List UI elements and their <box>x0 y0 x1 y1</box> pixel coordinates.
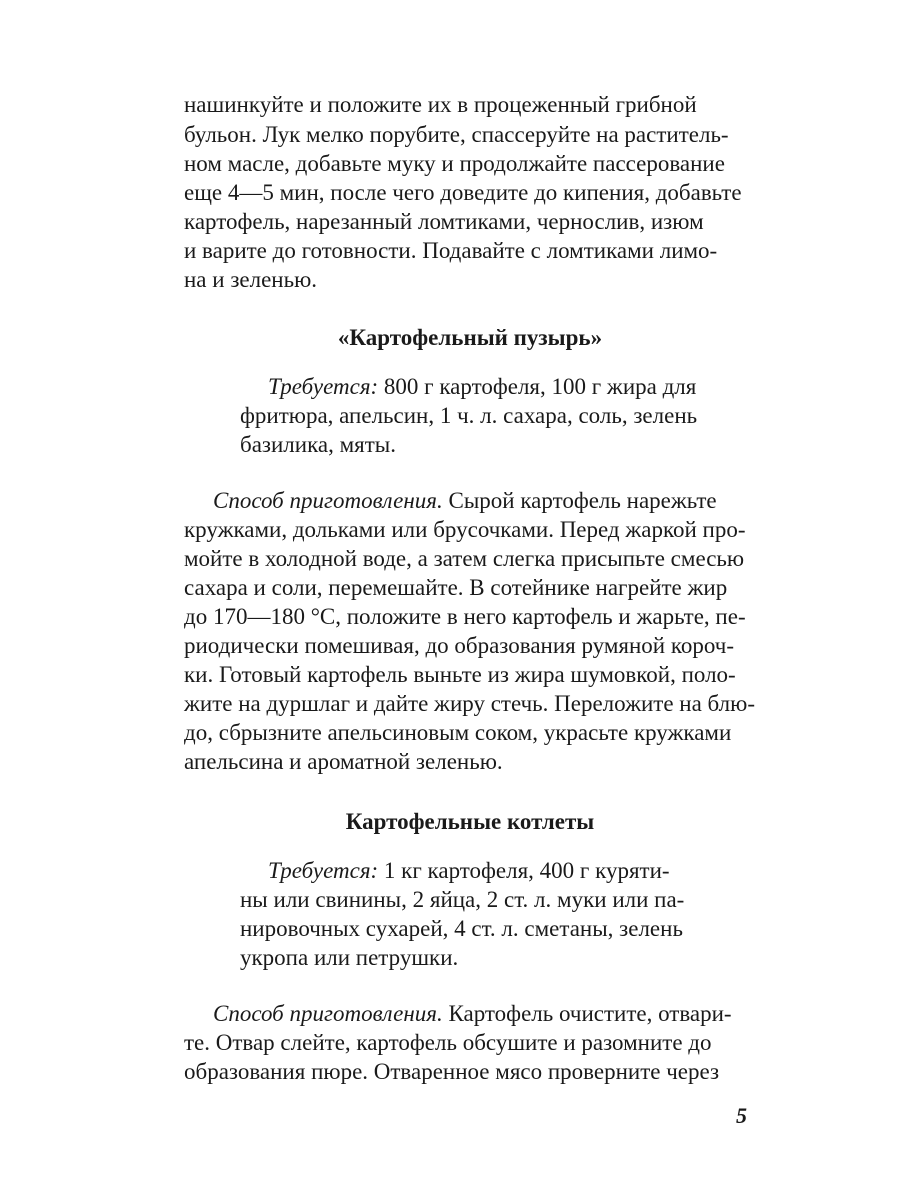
recipe1-method-line: сахара и соли, перемешайте. В сотейнике нагрейте жир <box>184 575 728 600</box>
recipe2-method-text: Картофель очистите, отвари- <box>442 1001 732 1026</box>
paragraph1-line: нашинкуйте и положите их в процеженный грибной <box>184 92 697 117</box>
recipe1-requires-line: базилика, мяты. <box>240 432 397 457</box>
recipe2-title: Картофельные котлеты <box>345 809 595 834</box>
recipe2-requires-line <box>268 856 698 886</box>
recipe2-requires-line: нировочных сухарей, 4 ст. л. сметаны, зелень <box>240 916 683 941</box>
page-number: 5 <box>736 1103 747 1128</box>
recipe1-method-line <box>213 486 756 516</box>
recipe1-title: «Картофельный пузырь» <box>337 325 603 350</box>
recipe2-requires-text: 1 кг картофеля, 400 г куряти- <box>378 858 670 883</box>
recipe1-method-line: кружками, дольками или брусочками. Перед жаркой про- <box>184 517 746 542</box>
recipe1-requires-text: 800 г картофеля, 100 г жира для <box>378 374 697 399</box>
paragraph1-line: бульон. Лук мелко порубите, спассеруйте на раститель- <box>184 122 729 147</box>
paragraph1-line: и варите до готовности. Подавайте с ломтиками лимо- <box>184 238 718 263</box>
recipe2-method-label: Способ приготовления. <box>213 1001 443 1026</box>
recipe2-method-line: те. Отвар слейте, картофель обсушите и разомните до <box>184 1030 712 1055</box>
recipe2-method-line <box>213 999 756 1029</box>
recipe1-method-line: ки. Готовый картофель выньте из жира шумовкой, поло- <box>184 662 736 687</box>
recipe1-method-line: до, сбрызните апельсиновым соком, украсьте кружками <box>184 720 732 745</box>
paragraph1-line: на и зеленью. <box>184 267 318 292</box>
recipe1-requires-line <box>268 372 696 402</box>
recipe1-requires-label: Требуется: <box>268 374 379 399</box>
recipe1-method-line: апельсина и ароматной зеленью. <box>184 749 503 774</box>
recipe1-method-text: Сырой картофель нарежьте <box>442 488 717 513</box>
recipe1-method-line: до 170—180 °С, положите в него картофель и жарьте, пе- <box>184 604 746 629</box>
recipe2-requires-label: Требуется: <box>268 858 379 883</box>
recipe1-method-line: риодически помешивая, до образования румяной короч- <box>184 633 735 658</box>
recipe2-requires-line: ны или свинины, 2 яйца, 2 ст. л. муки или па- <box>240 887 685 912</box>
recipe1-method-line: мойте в холодной воде, а затем слегка присыпьте смесью <box>184 546 745 571</box>
recipe1-requires-line: фритюра, апельсин, 1 ч. л. сахара, соль, зелень <box>240 403 698 428</box>
recipe2-method-line: образования пюре. Отваренное мясо проверните через <box>184 1059 720 1084</box>
paragraph1-line: картофель, нарезанный ломтиками, чернослив, изюм <box>184 209 704 234</box>
paragraph1-line: еще 4—5 мин, после чего доведите до кипения, добавьте <box>184 180 742 205</box>
recipe2-requires-line: укропа или петрушки. <box>240 945 459 970</box>
recipe1-method-line: жите на дуршлаг и дайте жиру стечь. Переложите на блю- <box>184 691 756 716</box>
paragraph1-line: ном масле, добавьте муку и продолжайте пассерование <box>184 151 725 176</box>
recipe1-method-label: Способ приготовления. <box>213 488 443 513</box>
